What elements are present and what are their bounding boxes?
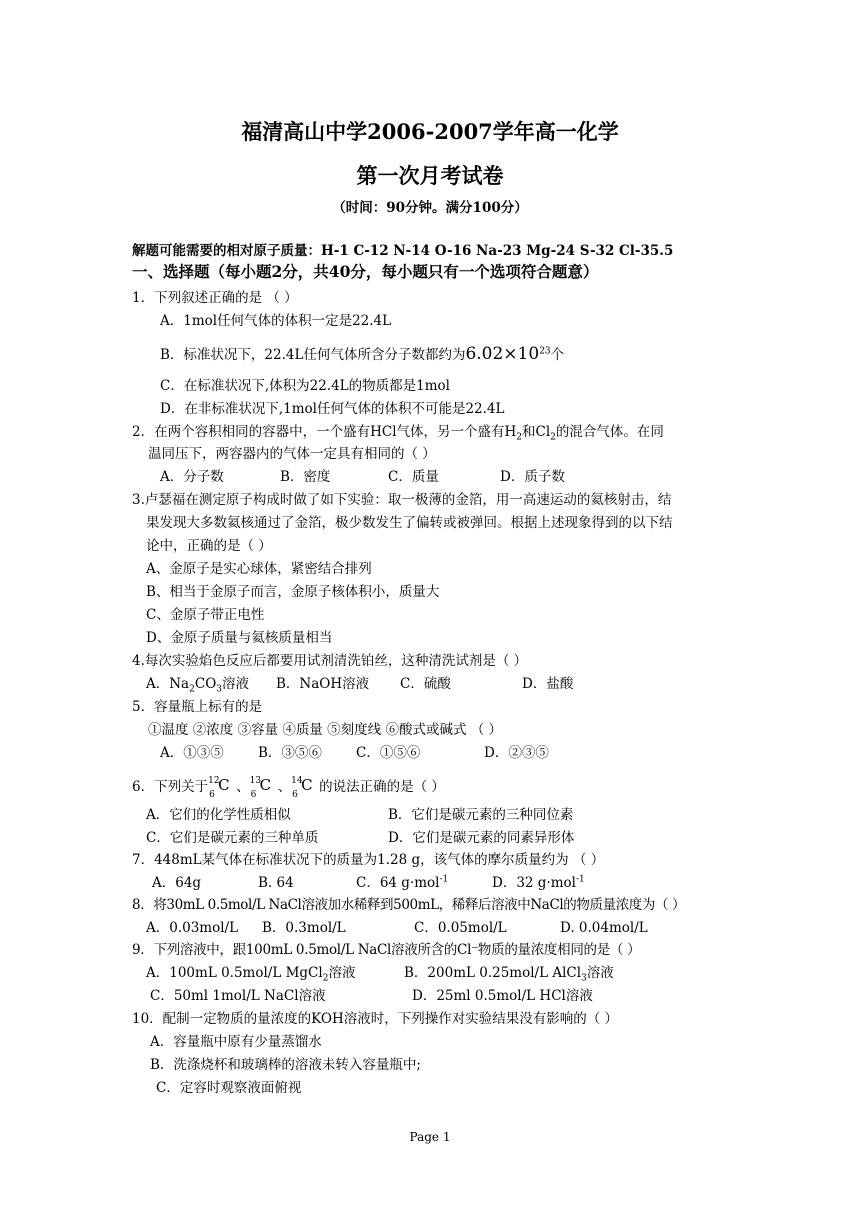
q1-b-post: 个 [550, 347, 565, 363]
isotope-c12-z: 6 [209, 790, 215, 800]
q2-stem-part1: 2．在两个容积相同的容器中，一个盛有HCl气体，另一个盛有H [132, 424, 517, 440]
q2-stem-part2: 和Cl [522, 424, 551, 440]
q9-a-sub: 2 [322, 973, 329, 984]
isotope-c13-z: 6 [250, 790, 257, 800]
q1-b-number: 6.02×10 [465, 344, 540, 364]
q8-option-a: A．0.03mol/L [146, 920, 239, 936]
q4-a-pre: A．Na [146, 676, 190, 692]
q5-stem: 5．容量瓶上标有的是 [132, 699, 263, 715]
q8-option-b: B．0.3mol/L [262, 920, 346, 936]
q7-option-a: A．64g [152, 875, 202, 891]
q6-option-a: A．它们的化学性质相似 [146, 807, 291, 823]
q4-a-sub1: 2 [189, 684, 195, 695]
q1-option-c: C．在标准状况下,体积为22.4L的物质都是1mol [160, 378, 450, 394]
q3-stem-line1: 3.卢瑟福在测定原子构成时做了如下实验：取一极薄的金箔，用一高速运动的氦核射击，结 [132, 492, 672, 508]
q3-option-a: A、金原子是实心球体，紧密结合排列 [146, 561, 372, 577]
q2-stem-line2: 温同压下，两容器内的气体一定具有相同的（ ） [148, 446, 436, 462]
q5-option-c: C．①⑤⑥ [356, 745, 421, 761]
q9-stem: 9．下列溶液中，跟100mL 0.5mol/L NaCl溶液所含的Cl⁻物质的量浓度相同的是（ ） [132, 942, 641, 958]
q7-c-text: C．64 g·mol [356, 875, 440, 891]
isotope-c12-symbol: C [218, 776, 230, 794]
q9-option-d: D．25ml 0.5mol/L HCl溶液 [412, 988, 593, 1004]
q10-stem: 10．配制一定物质的量浓度的KOH溶液时，下列操作对实验结果没有影响的（ ） [132, 1011, 619, 1027]
q8-option-c: C．0.05mol/L [414, 920, 507, 936]
isotope-c14-z: 6 [292, 790, 298, 800]
q7-stem: 7．448mL某气体在标准状况下的质量为1.28 g，该气体的摩尔质量约为 （ ） [132, 852, 605, 868]
isotope-c14-mass: 14 [291, 776, 303, 786]
atomic-masses-line: 解题可能需要的相对原子质量：H-1 C-12 N-14 O-16 Na-23 Mg-24 S-32 Cl-35.5 [132, 243, 674, 259]
q1-b-exponent: 23 [539, 346, 551, 357]
q6-option-b: B．它们是碳元素的三种同位素 [388, 807, 574, 823]
q7-option-d [492, 874, 585, 892]
exam-subtitle: （时间：90分钟。满分100分） [332, 200, 528, 216]
q3-option-d: D、金原子质量与氦核质量相当 [146, 630, 333, 646]
q3-stem-line2: 果发现大多数氦核通过了金箔，极少数发生了偏转或被弹回。根据上述现象得到的以下结 [146, 515, 673, 531]
q1-stem: 1．下列叙述正确的是 （ ） [132, 290, 298, 306]
q1-option-a: A．1mol任何气体的体积一定是22.4L [160, 313, 392, 329]
isotope-c13 [249, 776, 278, 800]
isotope-c13-symbol: C [259, 776, 272, 794]
q10-option-c: C．定容时观察液面俯视 [156, 1080, 302, 1096]
q6-option-d: D．它们是碳元素的同素异形体 [388, 830, 575, 846]
q9-option-b [404, 964, 614, 982]
q9-a-pre: A．100mL 0.5mol/L MgCl [146, 965, 323, 981]
q4-option-b: B．NaOH溶液 [276, 676, 370, 692]
q1-option-b [160, 345, 564, 364]
q2-option-b: B．密度 [280, 469, 331, 485]
q6-stem [132, 776, 445, 800]
q1-b-pre: B．标准状况下，22.4L任何气体所含分子数都约为 [160, 347, 466, 363]
isotope-c14 [291, 776, 319, 800]
q6-option-c: C．它们是碳元素的三种单质 [146, 830, 319, 846]
q6-stem-pre: 6．下列关于 [132, 779, 209, 795]
q5-option-d: D．②③⑤ [484, 745, 549, 761]
q9-b-sub: 3 [581, 973, 587, 984]
q9-option-a [146, 964, 355, 982]
q2-sub-h2: 2 [516, 432, 523, 443]
q4-option-d: D．盐酸 [522, 676, 574, 692]
q2-stem-part3: 的混合气体。在同 [555, 424, 664, 440]
q1-option-d: D．在非标准状况下,1mol任何气体的体积不可能是22.4L [160, 401, 505, 417]
isotope-c12 [208, 776, 236, 800]
q2-option-a: A．分子数 [160, 469, 224, 485]
page-footer: Page 1 [409, 1130, 451, 1144]
q7-c-exp: -1 [439, 874, 449, 885]
q8-stem: 8．将30mL 0.5mol/L NaCl溶液加水稀释到500mL，稀释后溶液中NaCl的物质量浓度为（ ） [132, 897, 686, 913]
isotope-c13-mass: 13 [249, 776, 262, 786]
isotope-c12-mass: 12 [208, 776, 220, 786]
q7-option-b: B. 64 [258, 875, 294, 891]
q6-stem-post: 的说法正确的是（ ） [319, 779, 445, 795]
q5-option-a: A．①③⑤ [160, 745, 224, 761]
exam-title-line2: 第一次月考试卷 [356, 163, 504, 188]
q2-option-d: D．质子数 [500, 469, 565, 485]
isotope-c14-symbol: C [301, 776, 313, 794]
q9-a-post: 溶液 [328, 965, 356, 981]
q10-option-a: A．容量瓶中原有少量蒸馏水 [150, 1034, 322, 1050]
q4-a-sub2: 3 [216, 684, 222, 695]
q5-items: ①温度 ②浓度 ③容量 ④质量 ⑤刻度线 ⑥酸式或碱式 （ ） [148, 722, 503, 738]
q4-stem: 4.每次实验焰色反应后都要用试剂清洗铂丝，这种清洗试剂是（ ） [132, 653, 528, 669]
q4-a-post: 溶液 [222, 676, 249, 692]
q2-sub-cl2: 2 [550, 432, 556, 443]
q8-option-d: D. 0.04mol/L [560, 920, 648, 936]
q10-option-b: B．洗涤烧杯和玻璃棒的溶液未转入容量瓶中; [150, 1057, 421, 1073]
q7-d-exp: -1 [575, 874, 585, 885]
q4-option-a [146, 675, 249, 693]
q2-stem-line1 [132, 423, 664, 441]
exam-title-line1: 福清高山中学2006-2007学年高一化学 [241, 119, 619, 144]
q3-option-b: B、相当于金原子而言，金原子核体积小，质量大 [146, 584, 440, 600]
q2-option-c: C．质量 [388, 469, 439, 485]
q7-d-text: D．32 g·mol [492, 875, 576, 891]
q5-option-b: B．③⑤⑥ [258, 745, 322, 761]
q3-stem-line3: 论中，正确的是（ ） [146, 538, 272, 554]
q9-option-c: C．50ml 1mol/L NaCl溶液 [150, 988, 326, 1004]
section1-heading: 一、选择题（每小题2分，共40分，每小题只有一个选项符合题意） [132, 262, 599, 281]
q6-sep2: 、 [277, 779, 292, 795]
q3-option-c: C、金原子带正电性 [146, 607, 265, 623]
q6-sep1: 、 [236, 779, 250, 795]
q4-a-mid: CO [194, 676, 217, 692]
q9-b-pre: B．200mL 0.25mol/L AlCl [404, 965, 582, 981]
q9-b-post: 溶液 [586, 965, 614, 981]
q7-option-c [356, 874, 448, 892]
q4-option-c: C．硫酸 [400, 676, 451, 692]
